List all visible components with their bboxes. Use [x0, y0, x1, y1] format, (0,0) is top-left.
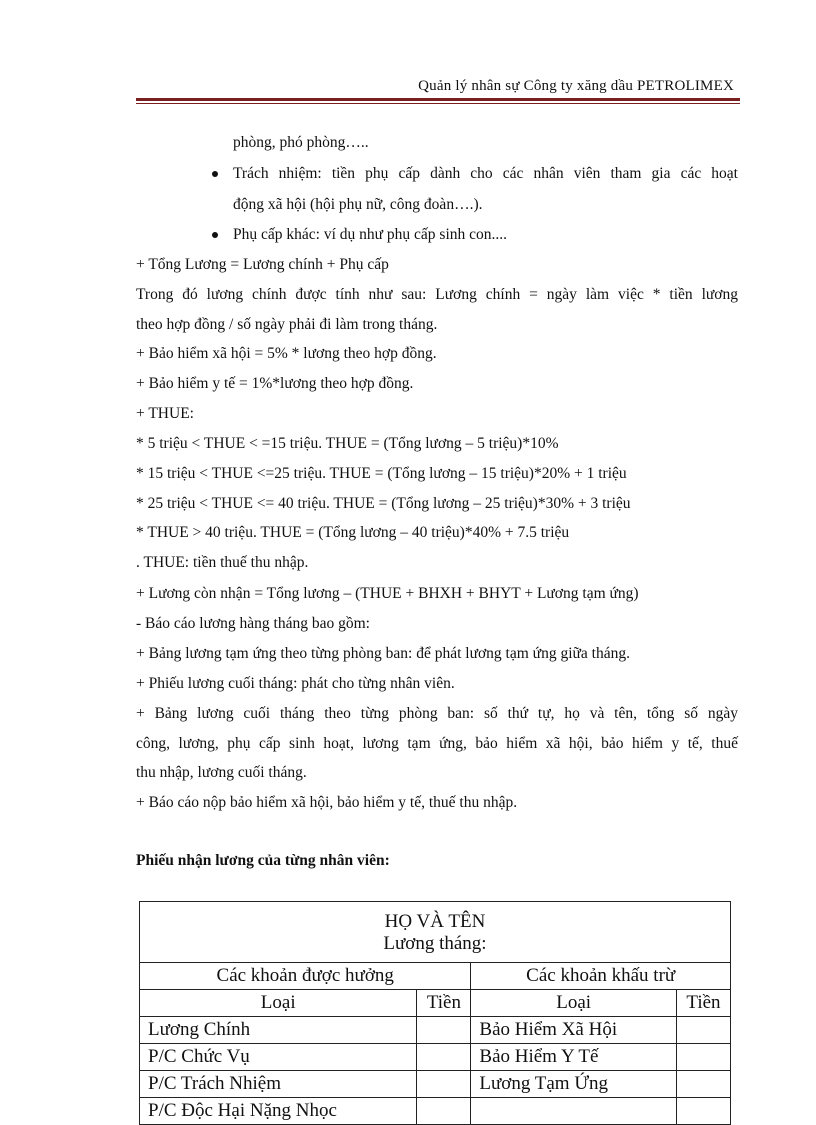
text-line: + Tổng Lương = Lương chính + Phụ cấp — [136, 256, 389, 273]
earning-amount-cell — [417, 1044, 471, 1071]
deduction-cell: Bảo Hiểm Xã Hội — [471, 1017, 677, 1044]
deduction-cell: Bảo Hiểm Y Tế — [471, 1044, 677, 1071]
text-line: * 5 triệu < THUE < =15 triệu. THUE = (Tổng lương – 5 triệu)*10% — [136, 435, 559, 452]
text-line: Trách nhiệm: tiền phụ cấp dành cho các nhân viên tham gia các hoạt — [233, 165, 738, 182]
text-line: thu nhập, lương cuối tháng. — [136, 764, 307, 781]
running-header: Quản lý nhân sự Công ty xăng dầu PETROLIMEX — [418, 78, 734, 94]
text-line: * 15 triệu < THUE <=25 triệu. THUE = (Tổng lương – 15 triệu)*20% + 1 triệu — [136, 465, 627, 482]
deduction-amount-cell — [676, 1044, 730, 1071]
earning-cell: P/C Độc Hại Nặng Nhọc — [140, 1098, 417, 1125]
text-line: + THUE: — [136, 405, 194, 422]
deduction-cell — [471, 1098, 677, 1125]
text-line: + Lương còn nhận = Tổng lương – (THUE + BHXH + BHYT + Lương tạm ứng) — [136, 585, 639, 602]
text-line: . THUE: tiền thuế thu nhập. — [136, 554, 309, 571]
text-line: + Bảng lương cuối tháng theo từng phòng ban: số thứ tự, họ và tên, tổng số ngày — [136, 705, 738, 722]
deductions-header: Các khoản khấu trừ — [471, 963, 731, 990]
bullet-icon — [212, 171, 218, 177]
text-line: + Bảo hiểm xã hội = 5% * lương theo hợp đồng. — [136, 345, 437, 362]
text-line: + Bảo hiểm y tế = 1%*lương theo hợp đồng. — [136, 375, 414, 392]
text-line: động xã hội (hội phụ nữ, công đoàn….). — [233, 196, 483, 213]
text-line: theo hợp đồng / số ngày phải đi làm trong tháng. — [136, 316, 438, 333]
column-header-row — [140, 990, 731, 1017]
deduction-amount-cell — [676, 1071, 730, 1098]
earning-cell: Lương Chính — [140, 1017, 417, 1044]
header-rule-thick — [136, 98, 740, 101]
text-line: - Báo cáo lương hàng tháng bao gồm: — [136, 615, 370, 632]
earning-amount-cell — [417, 1017, 471, 1044]
earning-amount-cell — [417, 1098, 471, 1125]
salary-slip-table — [139, 901, 731, 1125]
earnings-amount-header: Tiền — [417, 990, 471, 1017]
earnings-header: Các khoản được hưởng — [140, 963, 471, 990]
deduction-cell: Lương Tạm Ứng — [471, 1071, 677, 1098]
table-row — [140, 1044, 731, 1071]
text-line: công, lương, phụ cấp sinh hoạt, lương tạm ứng, bảo hiểm xã hội, bảo hiểm y tế, thuế — [136, 735, 738, 752]
slip-title-row — [140, 902, 731, 963]
earnings-type-header: Loại — [140, 990, 417, 1017]
table-row — [140, 1017, 731, 1044]
month-label: Lương tháng: — [383, 933, 487, 954]
deduction-amount-cell — [676, 1098, 730, 1125]
text-line: * THUE > 40 triệu. THUE = (Tổng lương – 40 triệu)*40% + 7.5 triệu — [136, 524, 570, 541]
section-title: Phiếu nhận lương của từng nhân viên: — [136, 852, 390, 869]
group-header-row — [140, 963, 731, 990]
deductions-type-header: Loại — [471, 990, 677, 1017]
earning-cell: P/C Chức Vụ — [140, 1044, 417, 1071]
text-line: phòng, phó phòng….. — [233, 134, 369, 151]
deduction-amount-cell — [676, 1017, 730, 1044]
deductions-amount-header: Tiền — [676, 990, 730, 1017]
text-line: + Báo cáo nộp bảo hiểm xã hội, bảo hiểm y tế, thuế thu nhập. — [136, 794, 518, 811]
name-label: HỌ VÀ TÊN — [384, 911, 486, 932]
bullet-icon — [212, 232, 218, 238]
earning-amount-cell — [417, 1071, 471, 1098]
text-line: Phụ cấp khác: ví dụ như phụ cấp sinh con.... — [233, 226, 508, 243]
table-row — [140, 1071, 731, 1098]
text-line: Trong đó lương chính được tính như sau: Lương chính = ngày làm việc * tiền lương — [136, 286, 738, 303]
table-row — [140, 1098, 731, 1125]
header-rule-thin — [136, 103, 740, 104]
earning-cell: P/C Trách Nhiệm — [140, 1071, 417, 1098]
slip-title-cell — [140, 902, 731, 963]
text-line: + Phiếu lương cuối tháng: phát cho từng nhân viên. — [136, 675, 455, 692]
text-line: + Bảng lương tạm ứng theo từng phòng ban: để phát lương tạm ứng giữa tháng. — [136, 645, 630, 662]
text-line: * 25 triệu < THUE <= 40 triệu. THUE = (Tổng lương – 25 triệu)*30% + 3 triệu — [136, 495, 631, 512]
